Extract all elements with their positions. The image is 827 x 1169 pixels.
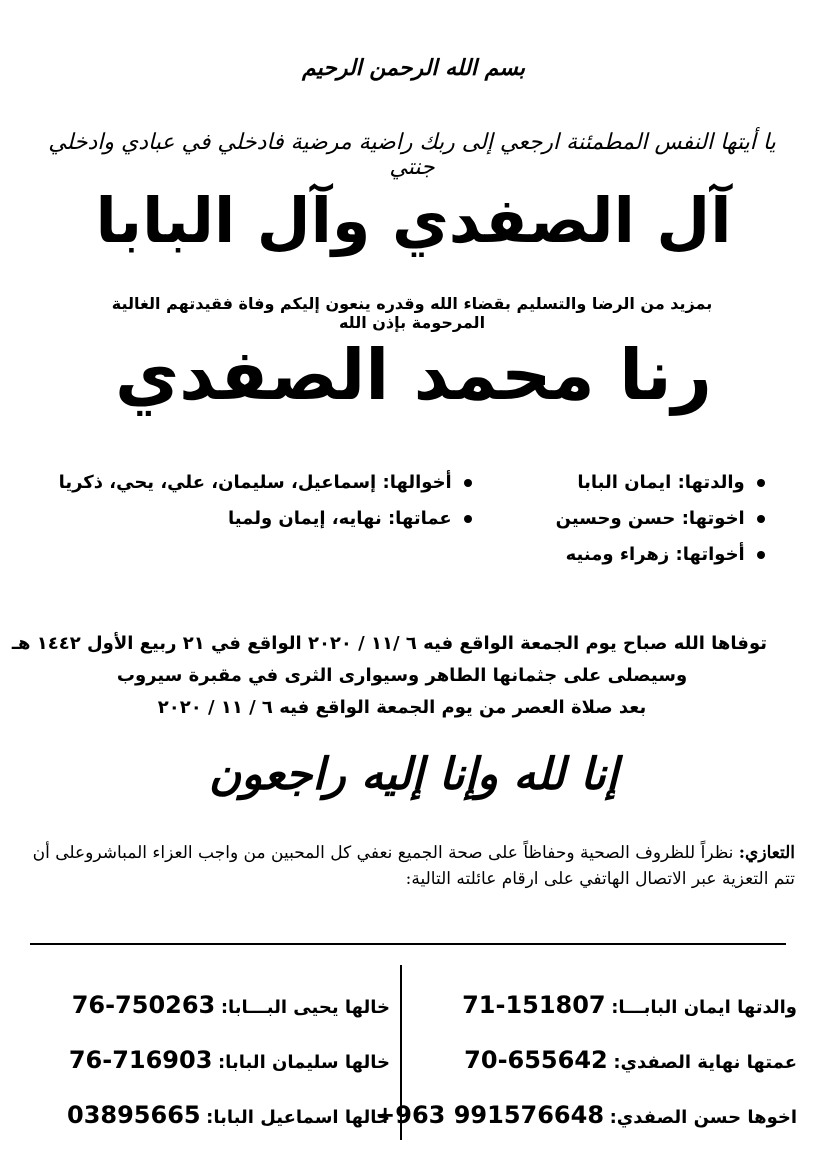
condolence-label: التعازي:: [738, 843, 795, 863]
contact-name: عمتها نهاية الصفدي:: [613, 1052, 797, 1073]
relative-label: أخوالها:: [382, 472, 452, 493]
relatives-left-column: [52, 465, 472, 537]
bullet-icon: [464, 515, 472, 523]
bullet-icon: [757, 551, 765, 559]
phone-entry: [437, 985, 797, 1040]
announcement-intro: بمزيد من الرضا والتسليم بقضاء الله وقدره ينعون إليكم وفاة فقيدتهم الغالية المرحومة بإذن الله: [111, 294, 713, 332]
relative-value: زهراء ومنيه: [565, 544, 670, 565]
relative-paternal-aunts: [52, 501, 472, 537]
contact-name: خالها اسماعيل البابا:: [206, 1107, 390, 1128]
contact-name: خالها يحيى البـــابا:: [220, 997, 390, 1018]
relative-value: إسماعيل، سليمان، علي، يحي، ذكريا: [58, 472, 377, 493]
phone-number: 03895665: [67, 1101, 201, 1129]
relative-value: ايمان البابا: [577, 472, 672, 493]
phone-number: 76-750263: [71, 991, 216, 1019]
phone-number: 76-716903: [68, 1046, 213, 1074]
phone-entry: [375, 1095, 797, 1150]
relative-sisters: [495, 537, 765, 573]
phone-entry: [30, 985, 390, 1040]
relative-brothers: [495, 501, 765, 537]
relative-maternal-uncles: [52, 465, 472, 501]
basmala-calligraphy: [0, 55, 827, 81]
relative-label: والدتها:: [677, 472, 745, 493]
contact-name: خالها سليمان البابا:: [217, 1052, 390, 1073]
deceased-name: رنا محمد الصفدي: [115, 334, 712, 416]
phone-number: +963 991576648: [375, 1101, 605, 1129]
phone-number: 71-151807: [462, 991, 606, 1019]
families-title: آل الصفدي وآل البابا: [95, 184, 732, 257]
contact-name: اخوها حسن الصفدي:: [609, 1107, 797, 1128]
phone-list-right: [375, 985, 797, 1150]
bullet-icon: [757, 479, 765, 487]
horizontal-divider: [30, 943, 786, 945]
quran-phrase-calligraphy: إنا لله وإنا إليه راجعون: [208, 749, 619, 800]
funeral-details: [11, 628, 767, 724]
relative-value: حسن وحسين: [555, 508, 676, 529]
phone-entry: [30, 1040, 390, 1095]
relative-label: عماتها:: [387, 508, 452, 529]
prayer-time-line: بعد صلاة العصر من يوم الجمعة الواقع فيه ٦ / ١١ / ٢٠٢٠: [157, 697, 647, 718]
relatives-right-column: [495, 465, 765, 573]
burial-place-line: وسيصلى على جثمانها الطاهر وسيوارى الثرى في مقبرة سيروب: [116, 665, 688, 686]
relative-mother: [495, 465, 765, 501]
death-date-line: توفاها الله صباح يوم الجمعة الواقع فيه ٦ /١١ / ٢٠٢٠ الواقع في ٢١ ربيع الأول ١٤٤٢ هـ: [11, 633, 767, 654]
phone-list-left: [30, 985, 390, 1150]
contact-name: والدتها ايمان البابـــا:: [611, 997, 797, 1018]
relative-label: اخوتها:: [681, 508, 745, 529]
phone-entry: [437, 1040, 797, 1095]
phone-number: 70-655642: [464, 1046, 608, 1074]
phone-entry: [30, 1095, 390, 1150]
quran-verse: يا أيتها النفس المطمئنة ارجعي إلى ربك راضية مرضية فادخلي في عبادي وادخلي جنتي: [48, 130, 776, 180]
relative-label: أخواتها:: [675, 544, 745, 565]
bullet-icon: [464, 479, 472, 487]
condolence-text: نظراً للظروف الصحية وحفاظاً على صحة الجميع نعفي كل المحبين من واجب العزاء المباشروعلى أن تتم التعزية عبر الاتصال الهاتفي على ارقام عائلته التالية:: [32, 843, 795, 889]
relative-value: نهايه، إيمان ولميا: [228, 508, 382, 529]
condolence-notice: [30, 840, 795, 892]
basmala-text: بسم الله الرحمن الرحيم: [301, 55, 526, 81]
bullet-icon: [757, 515, 765, 523]
